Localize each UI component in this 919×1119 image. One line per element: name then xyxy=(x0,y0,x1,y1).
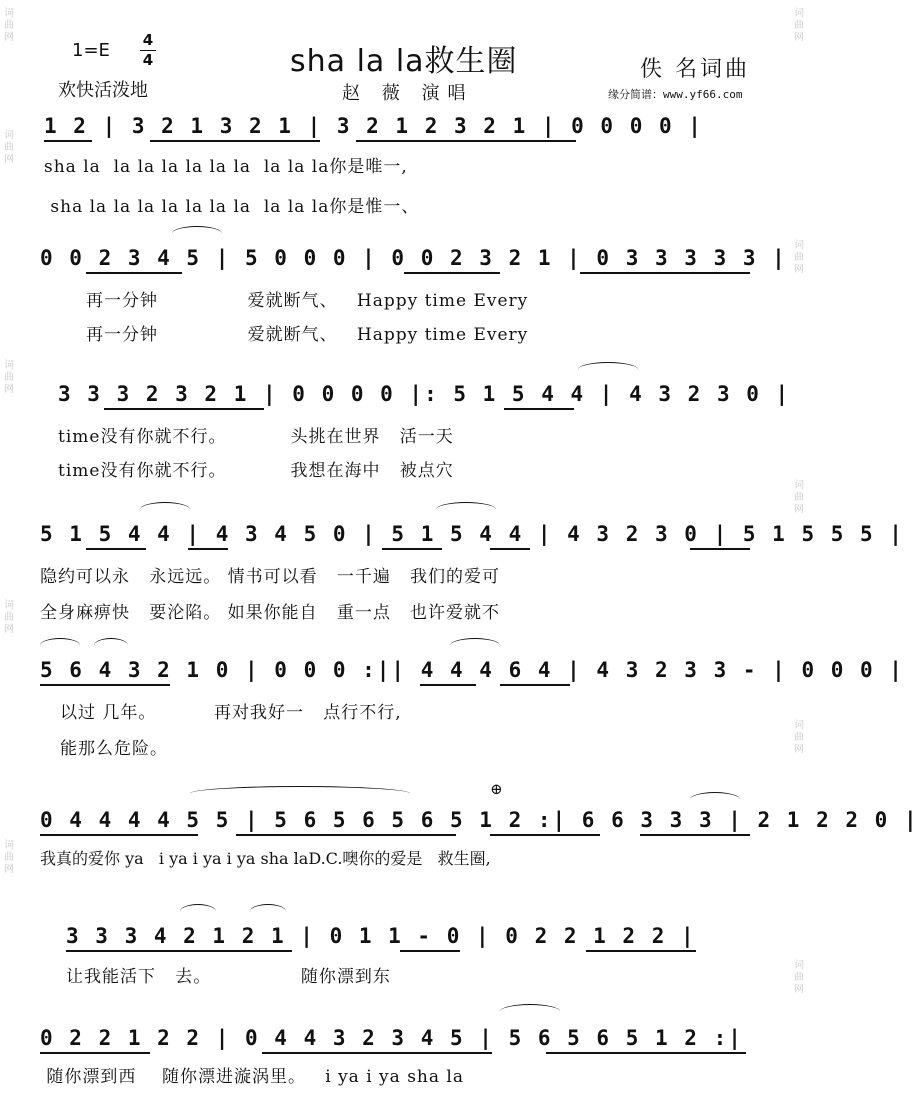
tempo-marking: 欢快活泼地 xyxy=(58,80,148,101)
underline-beam xyxy=(490,548,530,550)
underline-beam xyxy=(40,1052,150,1054)
lyric-line-6a: 我真的爱你 ya i ya i ya i ya sha laD.C.噢你的爱是 救生圈, xyxy=(40,849,491,868)
lyric-line-3b: time没有你就不行。 我想在海中 被点穴 xyxy=(58,461,454,481)
watermark-right-3: 词 曲 网 xyxy=(794,480,804,515)
watermark-right-1: 词 曲 网 xyxy=(794,8,804,43)
time-signature-bottom: 4 xyxy=(142,51,154,69)
underline-beam xyxy=(690,548,750,550)
notation-line-3: 3 3 3 2 3 2 1 | 0 0 0 0 |: 5 1 5 4 4 | 4 3 2 3 0 | xyxy=(58,382,791,406)
slur-mark xyxy=(172,226,222,241)
underline-beam xyxy=(420,684,476,686)
lyric-line-2b: 再一分钟 爱就断气、 Happy time Every xyxy=(86,325,529,345)
source-site: 缘分简谱：www.yf66.com xyxy=(608,88,743,101)
slur-mark xyxy=(250,904,286,919)
underline-beam xyxy=(86,272,182,274)
underline-beam xyxy=(382,548,442,550)
slur-mark xyxy=(578,362,638,377)
underline-beam xyxy=(150,140,320,142)
song-title: sha la la救生圈 xyxy=(290,44,518,79)
watermark-left-4: 词 曲 网 xyxy=(4,600,14,635)
slur-mark xyxy=(40,638,80,653)
lyric-line-1a: sha la la la la la la la la la la你是唯一, xyxy=(44,157,408,177)
watermark-left-1: 词 曲 网 xyxy=(4,8,14,43)
slur-mark xyxy=(436,502,496,517)
slur-mark xyxy=(190,786,410,801)
watermark-right-5: 词 曲 网 xyxy=(794,960,804,995)
underline-beam xyxy=(86,548,146,550)
underline-beam xyxy=(404,272,500,274)
time-signature-top: 4 xyxy=(142,31,154,49)
lyric-line-2a: 再一分钟 爱就断气、 Happy time Every xyxy=(86,291,529,311)
underline-beam xyxy=(40,684,170,686)
underline-beam xyxy=(356,140,576,142)
slur-mark xyxy=(94,638,128,653)
slur-mark xyxy=(690,792,740,807)
watermark-left-5: 词 曲 网 xyxy=(4,840,14,875)
underline-beam xyxy=(262,1052,492,1054)
slur-mark xyxy=(500,1004,560,1019)
notation-line-5: 5 6 4 3 2 1 0 | 0 0 0 :|| 4 4 4 6 4 | 4 3 2 3 3 - | 0 0 0 | xyxy=(40,658,904,682)
slur-mark xyxy=(450,638,500,653)
notation-line-8: 0 2 2 1 2 2 | 0 4 4 3 2 3 4 5 | 5 6 5 6 5 1 2 :| xyxy=(40,1026,743,1050)
watermark-left-3: 词 曲 网 xyxy=(4,360,14,395)
lyric-line-5a: 以过 几年。 再对我好一 点行不行, xyxy=(60,703,402,723)
underline-beam xyxy=(44,140,92,142)
notation-line-1: 1 2 | 3 2 1 3 2 1 | 3 2 1 2 3 2 1 | 0 0 0 0 | xyxy=(44,114,703,138)
key-signature: 1=E xyxy=(72,40,110,61)
notation-line-6: 0 4 4 4 4 5 5 | 5 6 5 6 5 6 5 1 2 :| 6 6 3 3 3 | 2 1 2 2 0 | xyxy=(40,808,919,832)
lyric-line-4a: 隐约可以永 永远远。 情书可以看 一千遍 我们的爱可 xyxy=(40,567,501,587)
underline-beam xyxy=(236,834,456,836)
notation-line-4: 5 1 5 4 4 | 4 3 4 5 0 | 5 1 5 4 4 | 4 3 2 3 0 | 5 1 5 5 5 | xyxy=(40,522,904,546)
underline-beam xyxy=(504,408,574,410)
underline-beam xyxy=(586,950,696,952)
underline-beam xyxy=(640,834,750,836)
underline-beam xyxy=(400,950,460,952)
underline-beam xyxy=(188,548,228,550)
underline-beam xyxy=(40,834,198,836)
underline-beam xyxy=(546,1052,746,1054)
lyric-line-1b: sha la la la la la la la la la la你是惟一、 xyxy=(44,197,420,217)
lyric-line-7a: 让我能活下 去。 随你漂到东 xyxy=(66,967,391,987)
underline-beam xyxy=(500,684,570,686)
underline-beam xyxy=(580,272,750,274)
lyric-line-4b: 全身麻痹快 要沦陷。 如果你能自 重一点 也许爱就不 xyxy=(40,603,501,623)
coda-sign: ⊕ xyxy=(490,780,503,798)
underline-beam xyxy=(490,834,600,836)
lyric-line-5b: 能那么危险。 xyxy=(60,739,168,759)
slur-mark xyxy=(140,502,190,517)
watermark-right-4: 词 曲 网 xyxy=(794,720,804,755)
watermark-left-2: 词 曲 网 xyxy=(4,130,14,165)
lyric-line-8a: 随你漂到西 随你漂进漩涡里。 i ya i ya sha la xyxy=(40,1067,464,1087)
singer-credit: 赵 薇 演唱 xyxy=(342,83,474,104)
slur-mark xyxy=(180,904,216,919)
author-credit: 佚 名词曲 xyxy=(640,57,750,82)
time-signature xyxy=(140,32,156,69)
watermark-right-2: 词 曲 网 xyxy=(794,240,804,275)
underline-beam xyxy=(66,950,292,952)
lyric-line-3a: time没有你就不行。 头挑在世界 活一天 xyxy=(58,427,454,447)
notation-line-2: 0 0 2 3 4 5 | 5 0 0 0 | 0 0 2 3 2 1 | 0 3 3 3 3 3 | xyxy=(40,246,787,270)
underline-beam xyxy=(104,408,264,410)
notation-line-7: 3 3 3 4 2 1 2 1 | 0 1 1 - 0 | 0 2 2 1 2 2 | xyxy=(66,924,696,948)
